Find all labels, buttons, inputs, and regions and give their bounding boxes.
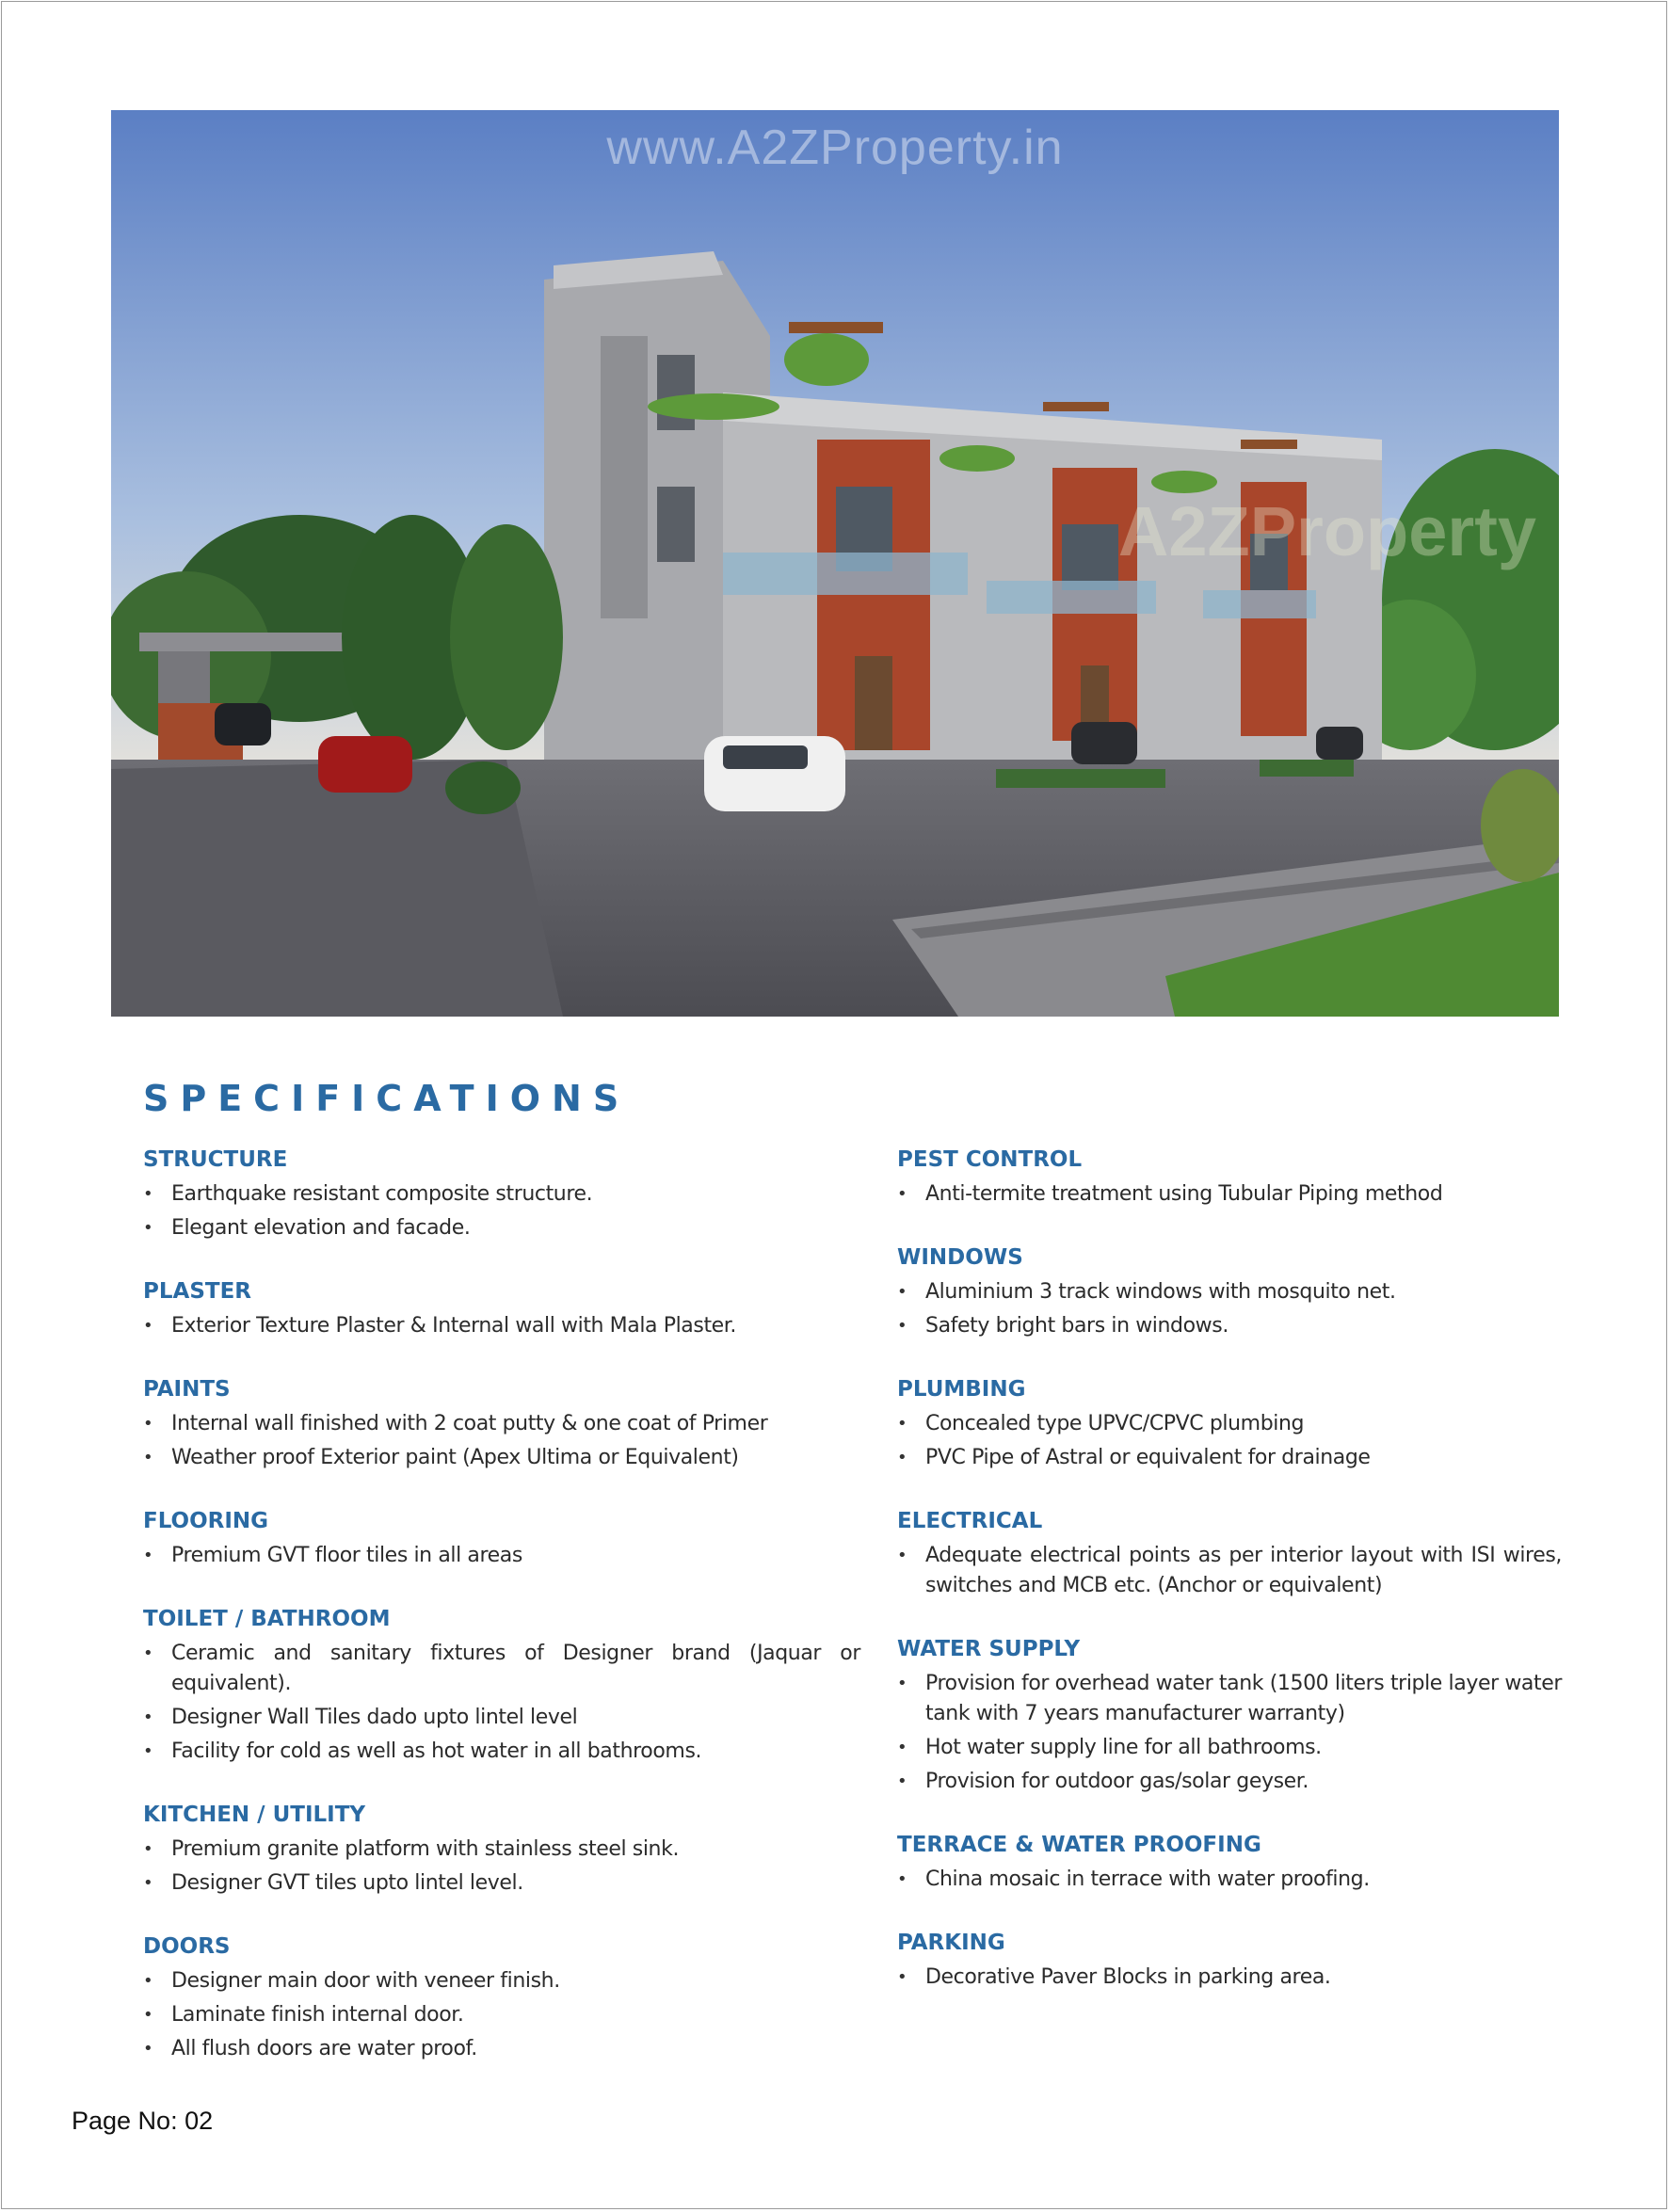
left-specs-column	[143, 1144, 860, 2096]
spec-item: • Provision for outdoor gas/solar geyser.	[897, 1767, 1562, 1797]
spec-section-toilet-bathroom	[143, 1603, 860, 1767]
spec-section-plumbing	[897, 1373, 1562, 1473]
spec-item: • Provision for overhead water tank (1500 liters triple layer water tank with 7 years manufacturer warranty)	[897, 1669, 1562, 1729]
spec-item: • Decorative Paver Blocks in parking area.	[897, 1963, 1562, 1993]
spec-item: • Exterior Texture Plaster & Internal wall with Mala Plaster.	[143, 1311, 860, 1341]
section-heading: TOILET / BATHROOM	[143, 1607, 391, 1631]
spec-item: • Elegant elevation and facade.	[143, 1213, 860, 1243]
spec-item: • Ceramic and sanitary fixtures of Designer brand (Jaquar or equivalent).	[143, 1639, 860, 1699]
section-heading: TERRACE & WATER PROOFING	[897, 1833, 1261, 1857]
spec-section-electrical	[897, 1505, 1562, 1601]
spec-section-parking	[897, 1927, 1562, 1993]
spec-section-windows	[897, 1242, 1562, 1341]
spec-item: • Designer Wall Tiles dado upto lintel level	[143, 1703, 860, 1733]
section-heading: PLUMBING	[897, 1377, 1026, 1402]
spec-item: • Hot water supply line for all bathrooms.	[897, 1733, 1562, 1763]
section-heading: PARKING	[897, 1931, 1005, 1955]
spec-item: • Anti-termite treatment using Tubular Piping method	[897, 1179, 1562, 1210]
spec-item: • Internal wall finished with 2 coat putty & one coat of Primer	[143, 1409, 860, 1439]
spec-item: • Designer main door with veneer finish.	[143, 1966, 860, 1996]
spec-section-water-supply	[897, 1633, 1562, 1797]
spec-item: • Premium granite platform with stainless steel sink.	[143, 1835, 860, 1865]
spec-section-pest-control	[897, 1144, 1562, 1210]
spec-item: • Facility for cold as well as hot water in all bathrooms.	[143, 1737, 860, 1767]
spec-section-kitchen-utility	[143, 1799, 860, 1899]
section-heading: PEST CONTROL	[897, 1147, 1083, 1172]
section-heading: KITCHEN / UTILITY	[143, 1803, 366, 1827]
section-heading: WATER SUPPLY	[897, 1637, 1081, 1661]
spec-section-structure	[143, 1144, 860, 1243]
spec-item: • Premium GVT floor tiles in all areas	[143, 1541, 860, 1571]
spec-item: • China mosaic in terrace with water proofing.	[897, 1865, 1562, 1895]
spec-item: • Earthquake resistant composite structure.	[143, 1179, 860, 1210]
section-heading: STRUCTURE	[143, 1147, 288, 1172]
section-heading: PAINTS	[143, 1377, 231, 1402]
spec-item: • Aluminium 3 track windows with mosquito net.	[897, 1277, 1562, 1307]
section-heading: DOORS	[143, 1934, 231, 1959]
spec-section-doors	[143, 1931, 860, 2064]
section-heading: FLOORING	[143, 1509, 269, 1533]
watermark-logo-text: A2ZProperty	[1117, 492, 1536, 570]
specifications-title: SPECIFICATIONS	[143, 1078, 631, 1119]
section-heading: PLASTER	[143, 1279, 251, 1304]
page-number: Page No: 02	[72, 2107, 214, 2135]
spec-section-terrace-water-proofing	[897, 1829, 1562, 1895]
villa-rendering-image	[111, 110, 1559, 1017]
spec-item: • Adequate electrical points as per interior layout with ISI wires, switches and MCB etc. (Anchor or equivalent)	[897, 1541, 1562, 1601]
section-heading: ELECTRICAL	[897, 1509, 1043, 1533]
spec-section-plaster	[143, 1275, 860, 1341]
spec-section-paints	[143, 1373, 860, 1473]
spec-section-flooring	[143, 1505, 860, 1571]
spec-item: • Concealed type UPVC/CPVC plumbing	[897, 1409, 1562, 1439]
section-heading: WINDOWS	[897, 1245, 1023, 1270]
spec-item: • PVC Pipe of Astral or equivalent for drainage	[897, 1443, 1562, 1473]
spec-item: • Weather proof Exterior paint (Apex Ultima or Equivalent)	[143, 1443, 860, 1473]
spec-item: • Safety bright bars in windows.	[897, 1311, 1562, 1341]
spec-item: • Laminate finish internal door.	[143, 2000, 860, 2030]
spec-item: • All flush doors are water proof.	[143, 2034, 860, 2064]
right-specs-column	[897, 1144, 1562, 2025]
spec-item: • Designer GVT tiles upto lintel level.	[143, 1868, 860, 1899]
watermark-text: www.A2ZProperty.in	[606, 120, 1064, 175]
